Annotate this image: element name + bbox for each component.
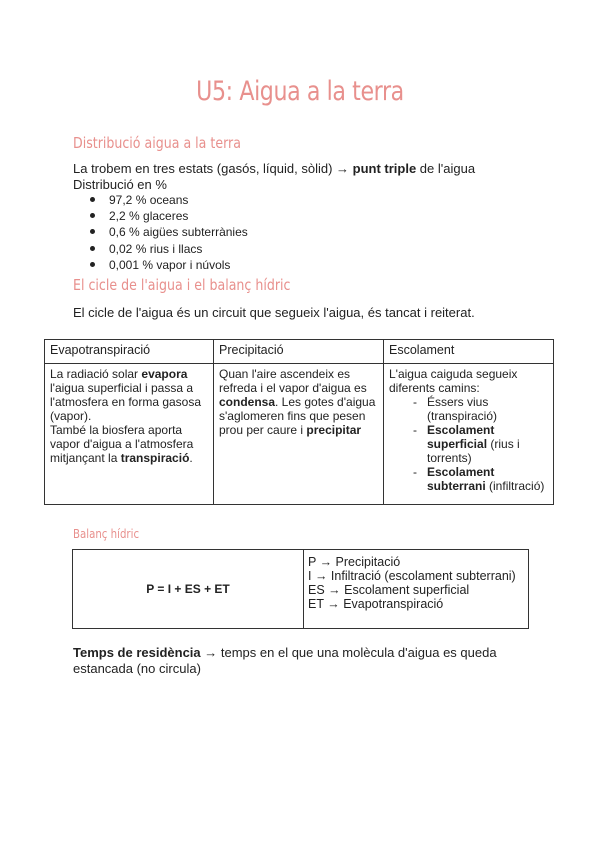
legend-item: ET → Evapotranspiració [308, 597, 444, 611]
runoff-list [389, 395, 548, 493]
item-bold: Escolament subterrani [427, 465, 495, 493]
residence-time-paragraph [73, 645, 533, 677]
table-row [45, 364, 554, 505]
header-precipitation: Precipitació [214, 340, 384, 364]
item-bold: Escolament superficial [427, 423, 495, 451]
section-heading-balance: Balanç hídric [73, 527, 140, 541]
water-cycle-table [44, 339, 554, 505]
list-item: 0,02 % rius i llacs [73, 241, 248, 257]
item-text: (rius i torrents) [427, 437, 520, 465]
cycle-intro: El cicle de l'aigua és un circuit que segueix l'aigua, és tancat i reiterat. [73, 305, 475, 320]
triple-point-term: punt triple [352, 161, 417, 176]
runoff-cell [384, 364, 554, 505]
list-item [389, 423, 548, 465]
table-header-row [45, 340, 554, 364]
section-heading-distribution: Distribució aigua a la terra [73, 134, 241, 152]
list-item: 2,2 % glaceres [73, 208, 248, 224]
states-text: La trobem en tres estats (gasós, líquid, sòlid) → [73, 161, 353, 176]
legend-item: P → Precipitació [308, 555, 401, 569]
cell-text: l'aigua superficial i passa a l'atmosfera en forma gasosa (vapor). [50, 381, 202, 423]
legend-item: ES → Escolament superficial [308, 583, 470, 597]
table-row [73, 550, 529, 629]
header-evapotranspiration: Evapotranspiració [45, 340, 214, 364]
water-balance-table [72, 549, 529, 629]
states-text-end: de l'aigua [416, 161, 476, 176]
cell-text: . Les gotes d'aigua s'aglomeren fins que pesen prou per caure i [219, 395, 376, 437]
evapotranspiration-cell [45, 364, 214, 505]
legend-item: I → Infiltració (escolament subterrani) [308, 569, 516, 583]
balance-legend [304, 550, 529, 629]
cell-text: Quan l'aire ascendeix es refreda i el vapor d'aigua es [219, 367, 367, 395]
residence-text: → temps en el que una molècula d'aigua es queda estancada (no circula) [73, 645, 497, 676]
item-text: (infiltració) [485, 479, 545, 493]
item-text: Éssers vius (transpiració) [427, 395, 498, 423]
list-item [389, 395, 548, 423]
list-item: 97,2 % oceans [73, 192, 248, 208]
cell-text: També la biosfera aporta vapor d'aigua a l'atmosfera mitjançant la [50, 423, 194, 465]
states-line [73, 161, 475, 177]
balance-equation: P = I + ES + ET [73, 550, 304, 629]
residence-term: Temps de residència [73, 645, 201, 660]
list-item [389, 465, 548, 493]
list-item: 0,6 % aigües subterrànies [73, 224, 248, 240]
cell-bold-term: precipitar [306, 423, 362, 437]
runoff-intro: L'aigua caiguda segueix diferents camins: [389, 367, 518, 395]
cell-bold-term: evapora [141, 367, 188, 381]
list-item: 0,001 % vapor i núvols [73, 257, 248, 273]
distribution-line: Distribució en % [73, 177, 167, 192]
page-title: U5: Aigua a la terra [196, 76, 404, 107]
cell-text: . [189, 451, 193, 465]
precipitation-cell [214, 364, 384, 505]
cell-bold-term: transpiració [120, 451, 190, 465]
header-runoff: Escolament [384, 340, 554, 364]
section-heading-cycle: El cicle de l'aigua i el balanç hídric [73, 276, 291, 294]
distribution-list [73, 192, 248, 273]
cell-bold-term: condensa [219, 395, 276, 409]
cell-text: La radiació solar [50, 367, 142, 381]
